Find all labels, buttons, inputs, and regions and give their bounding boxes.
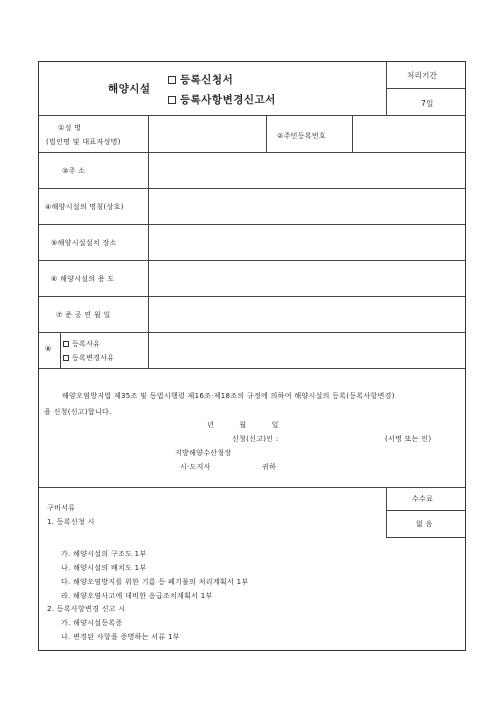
- checkbox-icon[interactable]: [63, 355, 69, 361]
- divider: [38, 260, 466, 261]
- option-label: 등록변경사유: [72, 354, 115, 362]
- address-label: ③주 소: [62, 167, 86, 175]
- fee-label: 수수료: [412, 495, 434, 503]
- rrn-label: ②주민등록번호: [277, 132, 326, 140]
- list-item: 가. 해양시설등록증: [61, 619, 123, 627]
- facility-name-label: ④해양시설의 명칭(상호): [45, 203, 124, 211]
- divider: [148, 115, 149, 368]
- divider: [386, 88, 466, 89]
- recipient-line1: 지방해양수산청장: [175, 449, 232, 457]
- processing-period-label: 처리기간: [407, 71, 438, 80]
- rrn-field[interactable]: [354, 117, 464, 150]
- usage-label: ⑥ 해양시설의 용 도: [51, 275, 115, 283]
- list-item: 가. 해양시설의 구조도 1부: [61, 550, 147, 558]
- form-title: 해양시설: [108, 83, 151, 95]
- divider: [60, 332, 61, 368]
- divider: [38, 368, 466, 369]
- checkbox-icon[interactable]: [168, 96, 176, 104]
- address-field[interactable]: [150, 154, 464, 186]
- usage-field[interactable]: [150, 262, 464, 294]
- divider: [38, 487, 466, 488]
- divider: [38, 152, 466, 153]
- checkbox-icon[interactable]: [168, 76, 176, 84]
- install-location-label: ⑤해양시설설치 장소: [51, 239, 117, 247]
- date-line: 년 월 일: [207, 421, 279, 429]
- facility-name-field[interactable]: [150, 190, 464, 222]
- option-label: 등록사유: [72, 340, 101, 348]
- divider: [38, 224, 466, 225]
- reason-option-change[interactable]: [63, 353, 114, 363]
- processing-period-value: 7일: [421, 99, 434, 108]
- reason-number: ⑧: [45, 345, 52, 353]
- divider: [352, 115, 353, 152]
- completion-date-label: ⑦ 준 공 연 월 일: [56, 311, 111, 319]
- name-field[interactable]: [150, 117, 264, 150]
- divider: [266, 115, 267, 152]
- divider: [38, 115, 466, 116]
- divider: [386, 537, 466, 538]
- documents-title: 구비서류: [47, 504, 76, 512]
- recipient-suffix: 귀하: [262, 463, 277, 471]
- reason-option-registration[interactable]: [63, 339, 100, 349]
- option-label: 등록사항변경신고서: [180, 94, 276, 106]
- documents-section1: 1. 등록신청 시: [47, 518, 95, 526]
- list-item: 다. 해양오염방지를 위한 기름 등 폐기물의 처리계획서 1부: [61, 578, 249, 586]
- option-registration[interactable]: [168, 72, 233, 87]
- declaration-text-line2: 을 신청(신고)합니다.: [44, 408, 112, 416]
- divider: [38, 188, 466, 189]
- name-sub-label: (법인명 및 대표자성명): [46, 138, 121, 146]
- option-change-report[interactable]: [168, 92, 276, 107]
- divider: [386, 61, 387, 115]
- documents-section2: 2. 등록사항변경 신고 시: [47, 605, 126, 613]
- list-item: 나. 변경된 사항을 증명하는 서류 1부: [61, 633, 180, 641]
- divider: [386, 487, 387, 537]
- divider: [38, 332, 466, 333]
- declaration-text-line1: 해양오염방지법 제35조 및 동법시행령 제16조·제18조의 규정에 의하여 해양시설의 등록(등록사항변경): [62, 392, 395, 400]
- completion-date-field[interactable]: [150, 298, 464, 330]
- reason-field[interactable]: [150, 334, 464, 366]
- applicant-line: 신청(신고)인 :: [232, 435, 279, 443]
- option-label: 등록신청서: [180, 74, 234, 86]
- signature-note: (서명 또는 인): [385, 435, 432, 443]
- fee-value: 없 음: [416, 520, 433, 528]
- divider: [38, 296, 466, 297]
- list-item: 나. 해양시설의 배치도 1부: [61, 564, 147, 572]
- divider: [386, 510, 466, 511]
- checkbox-icon[interactable]: [63, 341, 69, 347]
- name-label: ①성 명: [58, 124, 82, 132]
- recipient-line2: 시·도지사: [180, 463, 211, 471]
- install-location-field[interactable]: [150, 226, 464, 258]
- list-item: 라. 해양오염사고에 대비한 응급조치계획서 1부: [61, 592, 213, 600]
